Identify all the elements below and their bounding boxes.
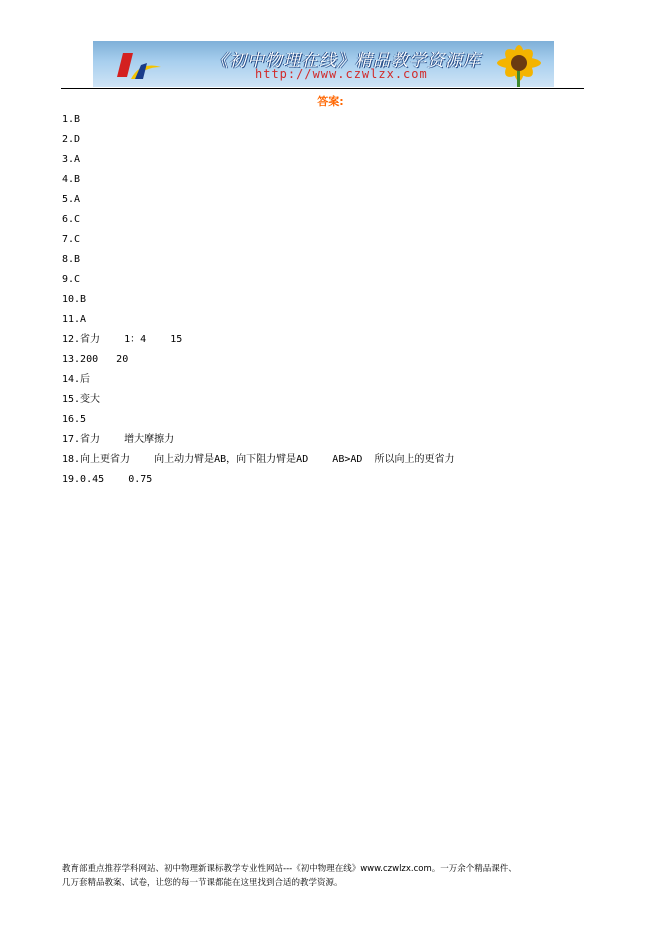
sunflower-icon bbox=[490, 43, 548, 87]
answer-item: 15.变大 bbox=[62, 394, 101, 405]
answer-item: 17.省力 增大摩擦力 bbox=[62, 434, 175, 445]
footer-text bbox=[62, 862, 592, 890]
answer-item: 11.A bbox=[62, 314, 87, 325]
answer-item: 7.C bbox=[62, 234, 81, 245]
answer-item: 13.200 20 bbox=[62, 354, 129, 365]
answer-item: 4.B bbox=[62, 174, 81, 185]
banner-url[interactable]: http://www.czwlzx.com bbox=[255, 67, 428, 81]
header-divider bbox=[61, 88, 584, 89]
answer-item: 9.C bbox=[62, 274, 81, 285]
site-logo-icon bbox=[117, 49, 161, 81]
answer-item: 19.0.45 0.75 bbox=[62, 474, 153, 485]
footer-line-1: 教育部重点推荐学科网站、初中物理新课标教学专业性网站---《初中物理在线》www.czwlzx.com。一万余个精品课件、 bbox=[62, 864, 517, 874]
answer-item: 16.5 bbox=[62, 414, 87, 425]
answer-item: 1.B bbox=[62, 114, 81, 125]
answer-list bbox=[62, 112, 454, 492]
answer-item: 18.向上更省力 向上动力臂是AB，向下阻力臂是AD AB>AD 所以向上的更省力 bbox=[62, 454, 455, 465]
answer-item: 5.A bbox=[62, 194, 81, 205]
answers-heading: 答案: bbox=[317, 95, 344, 108]
answer-item: 8.B bbox=[62, 254, 81, 265]
answer-item: 10.B bbox=[62, 294, 87, 305]
banner-title: 《初中物理在线》精品教学资源库 bbox=[211, 51, 481, 71]
footer-line-2: 几万套精品教案、试卷，让您的每一节课都能在这里找到合适的教学资源。 bbox=[62, 878, 343, 888]
answer-item: 12.省力 1：4 15 bbox=[62, 334, 183, 345]
answer-item: 14.后 bbox=[62, 374, 91, 385]
answer-item: 3.A bbox=[62, 154, 81, 165]
answer-item: 2.D bbox=[62, 134, 81, 145]
header-banner bbox=[93, 41, 554, 87]
answer-item: 6.C bbox=[62, 214, 81, 225]
